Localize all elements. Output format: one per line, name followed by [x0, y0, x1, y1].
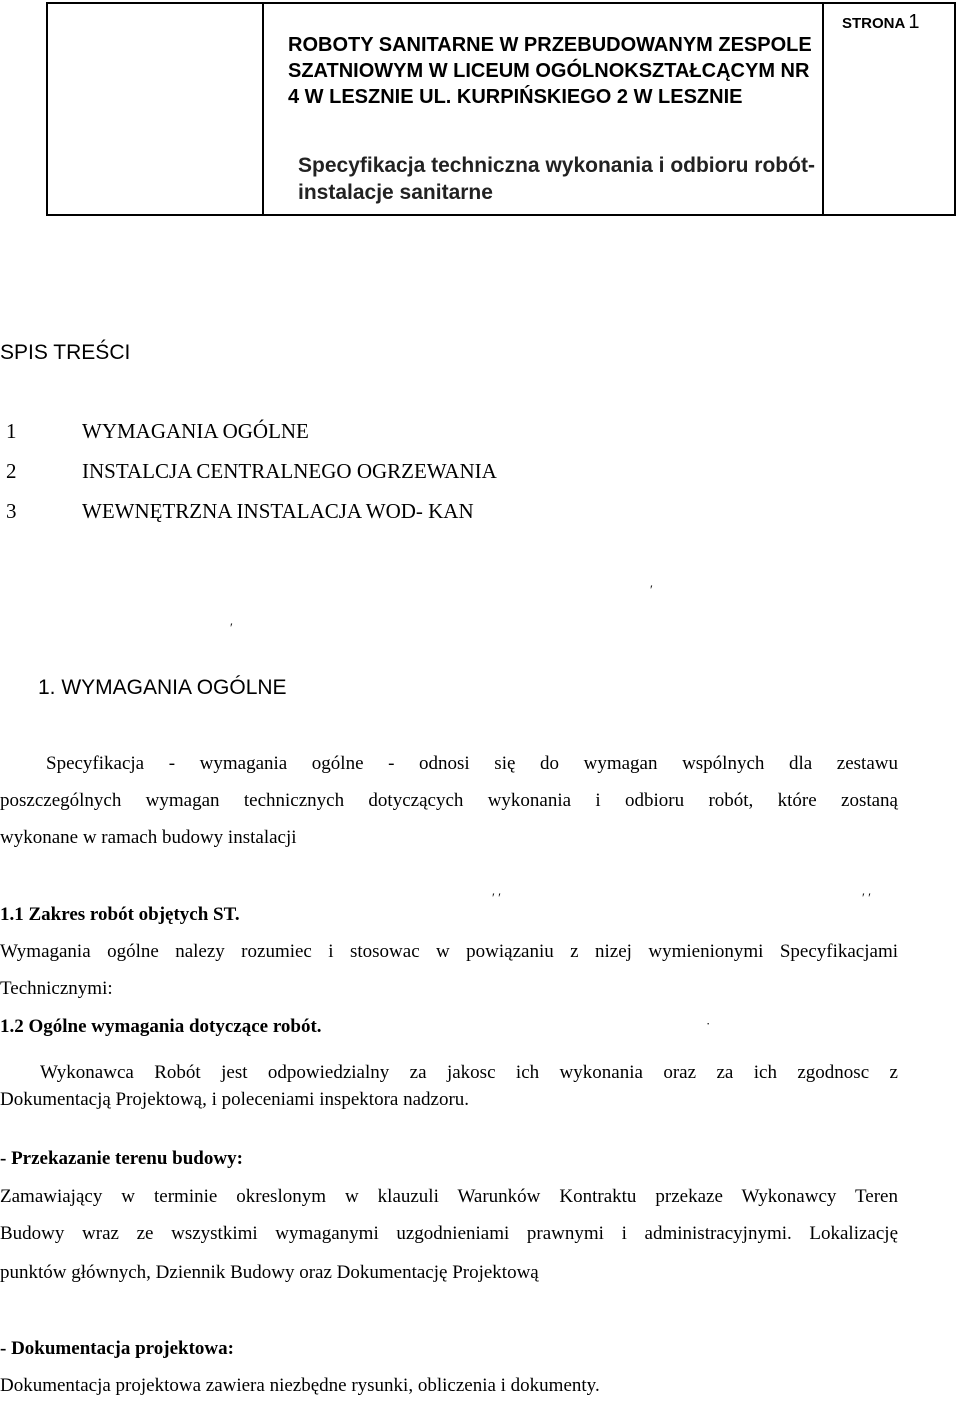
toc-item-number: 3: [6, 499, 17, 523]
toc-item: [6, 418, 497, 458]
paragraph-line: Dokumentacją Projektową, i poleceniami inspektora nadzoru.: [0, 1089, 470, 1110]
document-title: ROBOTY SANITARNE W PRZEBUDOWANYM ZESPOLE SZATNIOWYM W LICEUM OGÓLNOKSZTAŁCĄCYM NR 4 W LESZNIE UL. KURPIŃSKIEGO 2 W LESZNIE: [288, 34, 812, 108]
subsection-heading: - Przekazanie terenu budowy:: [0, 1148, 243, 1169]
paragraph-line: Dokumentacja projektowa zawiera niezbędne rysunki, obliczenia i dokumenty.: [0, 1375, 600, 1396]
general-requirements-last-line: [0, 1081, 898, 1118]
paragraph-line: Zamawiający w terminie okreslonym w klauzuli Warunków Kontraktu przekaze Wykonawcy Teren: [0, 1186, 898, 1207]
stray-mark: ʹ ʹ: [862, 890, 871, 905]
toc-item-number: 1: [6, 419, 17, 443]
page-number: 1: [908, 11, 920, 33]
toc-item-number: 2: [6, 459, 17, 483]
stray-mark: ·: [706, 1016, 711, 1031]
subsection-heading: 1.1 Zakres robót objętych ST.: [0, 904, 240, 925]
scope-paragraph: [0, 933, 898, 970]
header-title-cell: [264, 4, 824, 214]
document-header-table: [46, 2, 956, 216]
page-indicator: [842, 11, 919, 34]
paragraph-line: Technicznymi:: [0, 978, 113, 999]
documentation-paragraph: [0, 1367, 898, 1404]
paragraph-line: Wymagania ogólne nalezy rozumiec i stosowac w powiązaniu z nizej wymienionymi Specyfikacjami: [0, 941, 898, 962]
paragraph-line: Specyfikacja - wymagania ogólne - odnosi się do wymagan wspólnych dla zestawu: [46, 753, 898, 774]
toc-item-label: WYMAGANIA OGÓLNE: [82, 419, 309, 443]
intro-paragraph: [0, 745, 898, 819]
toc-item: [6, 458, 497, 498]
subsection-heading: - Dokumentacja projektowa:: [0, 1338, 234, 1359]
header-empty-cell: [48, 4, 264, 214]
paragraph-line: Wykonawca Robót jest odpowiedzialny za jakosc ich wykonania oraz za ich zgodnosc z: [40, 1062, 898, 1083]
header-page-cell: [824, 4, 954, 214]
page-label: STRONA: [842, 15, 906, 32]
toc-item-label: INSTALCJA CENTRALNEGO OGRZEWANIA: [82, 459, 497, 483]
paragraph-line: wykonane w ramach budowy instalacji: [0, 827, 297, 848]
subsection-heading: 1.2 Ogólne wymagania dotyczące robót.: [0, 1016, 322, 1037]
toc-heading: SPIS TREŚCI: [0, 341, 131, 364]
section-heading: 1. WYMAGANIA OGÓLNE: [38, 676, 287, 699]
handover-paragraph-last-line: [0, 1254, 898, 1291]
specification-title: Specyfikacja techniczna wykonania i odbioru robót- instalacje sanitarne: [298, 154, 815, 204]
paragraph-line: poszczególnych wymagan technicznych dotyczących wykonania i odbioru robót, które zostaną: [0, 790, 898, 811]
intro-paragraph-last-line: [0, 819, 898, 856]
stray-mark: ʹ ʹ: [492, 890, 501, 905]
toc-item: [6, 498, 497, 538]
toc-item-label: WEWNĘTRZNA INSTALACJA WOD- KAN: [82, 499, 474, 523]
stray-mark: ʹ: [230, 620, 233, 635]
paragraph-line: punktów głównych, Dziennik Budowy oraz Dokumentację Projektową: [0, 1262, 539, 1283]
paragraph-line: Budowy wraz ze wszystkimi wymaganymi uzgodnieniami prawnymi i administracyjnymi. Lokalizację: [0, 1223, 898, 1244]
table-of-contents: [6, 418, 497, 538]
handover-paragraph: [0, 1178, 898, 1252]
stray-mark: ʹ: [650, 582, 653, 597]
scope-paragraph-last-line: [0, 970, 898, 1007]
